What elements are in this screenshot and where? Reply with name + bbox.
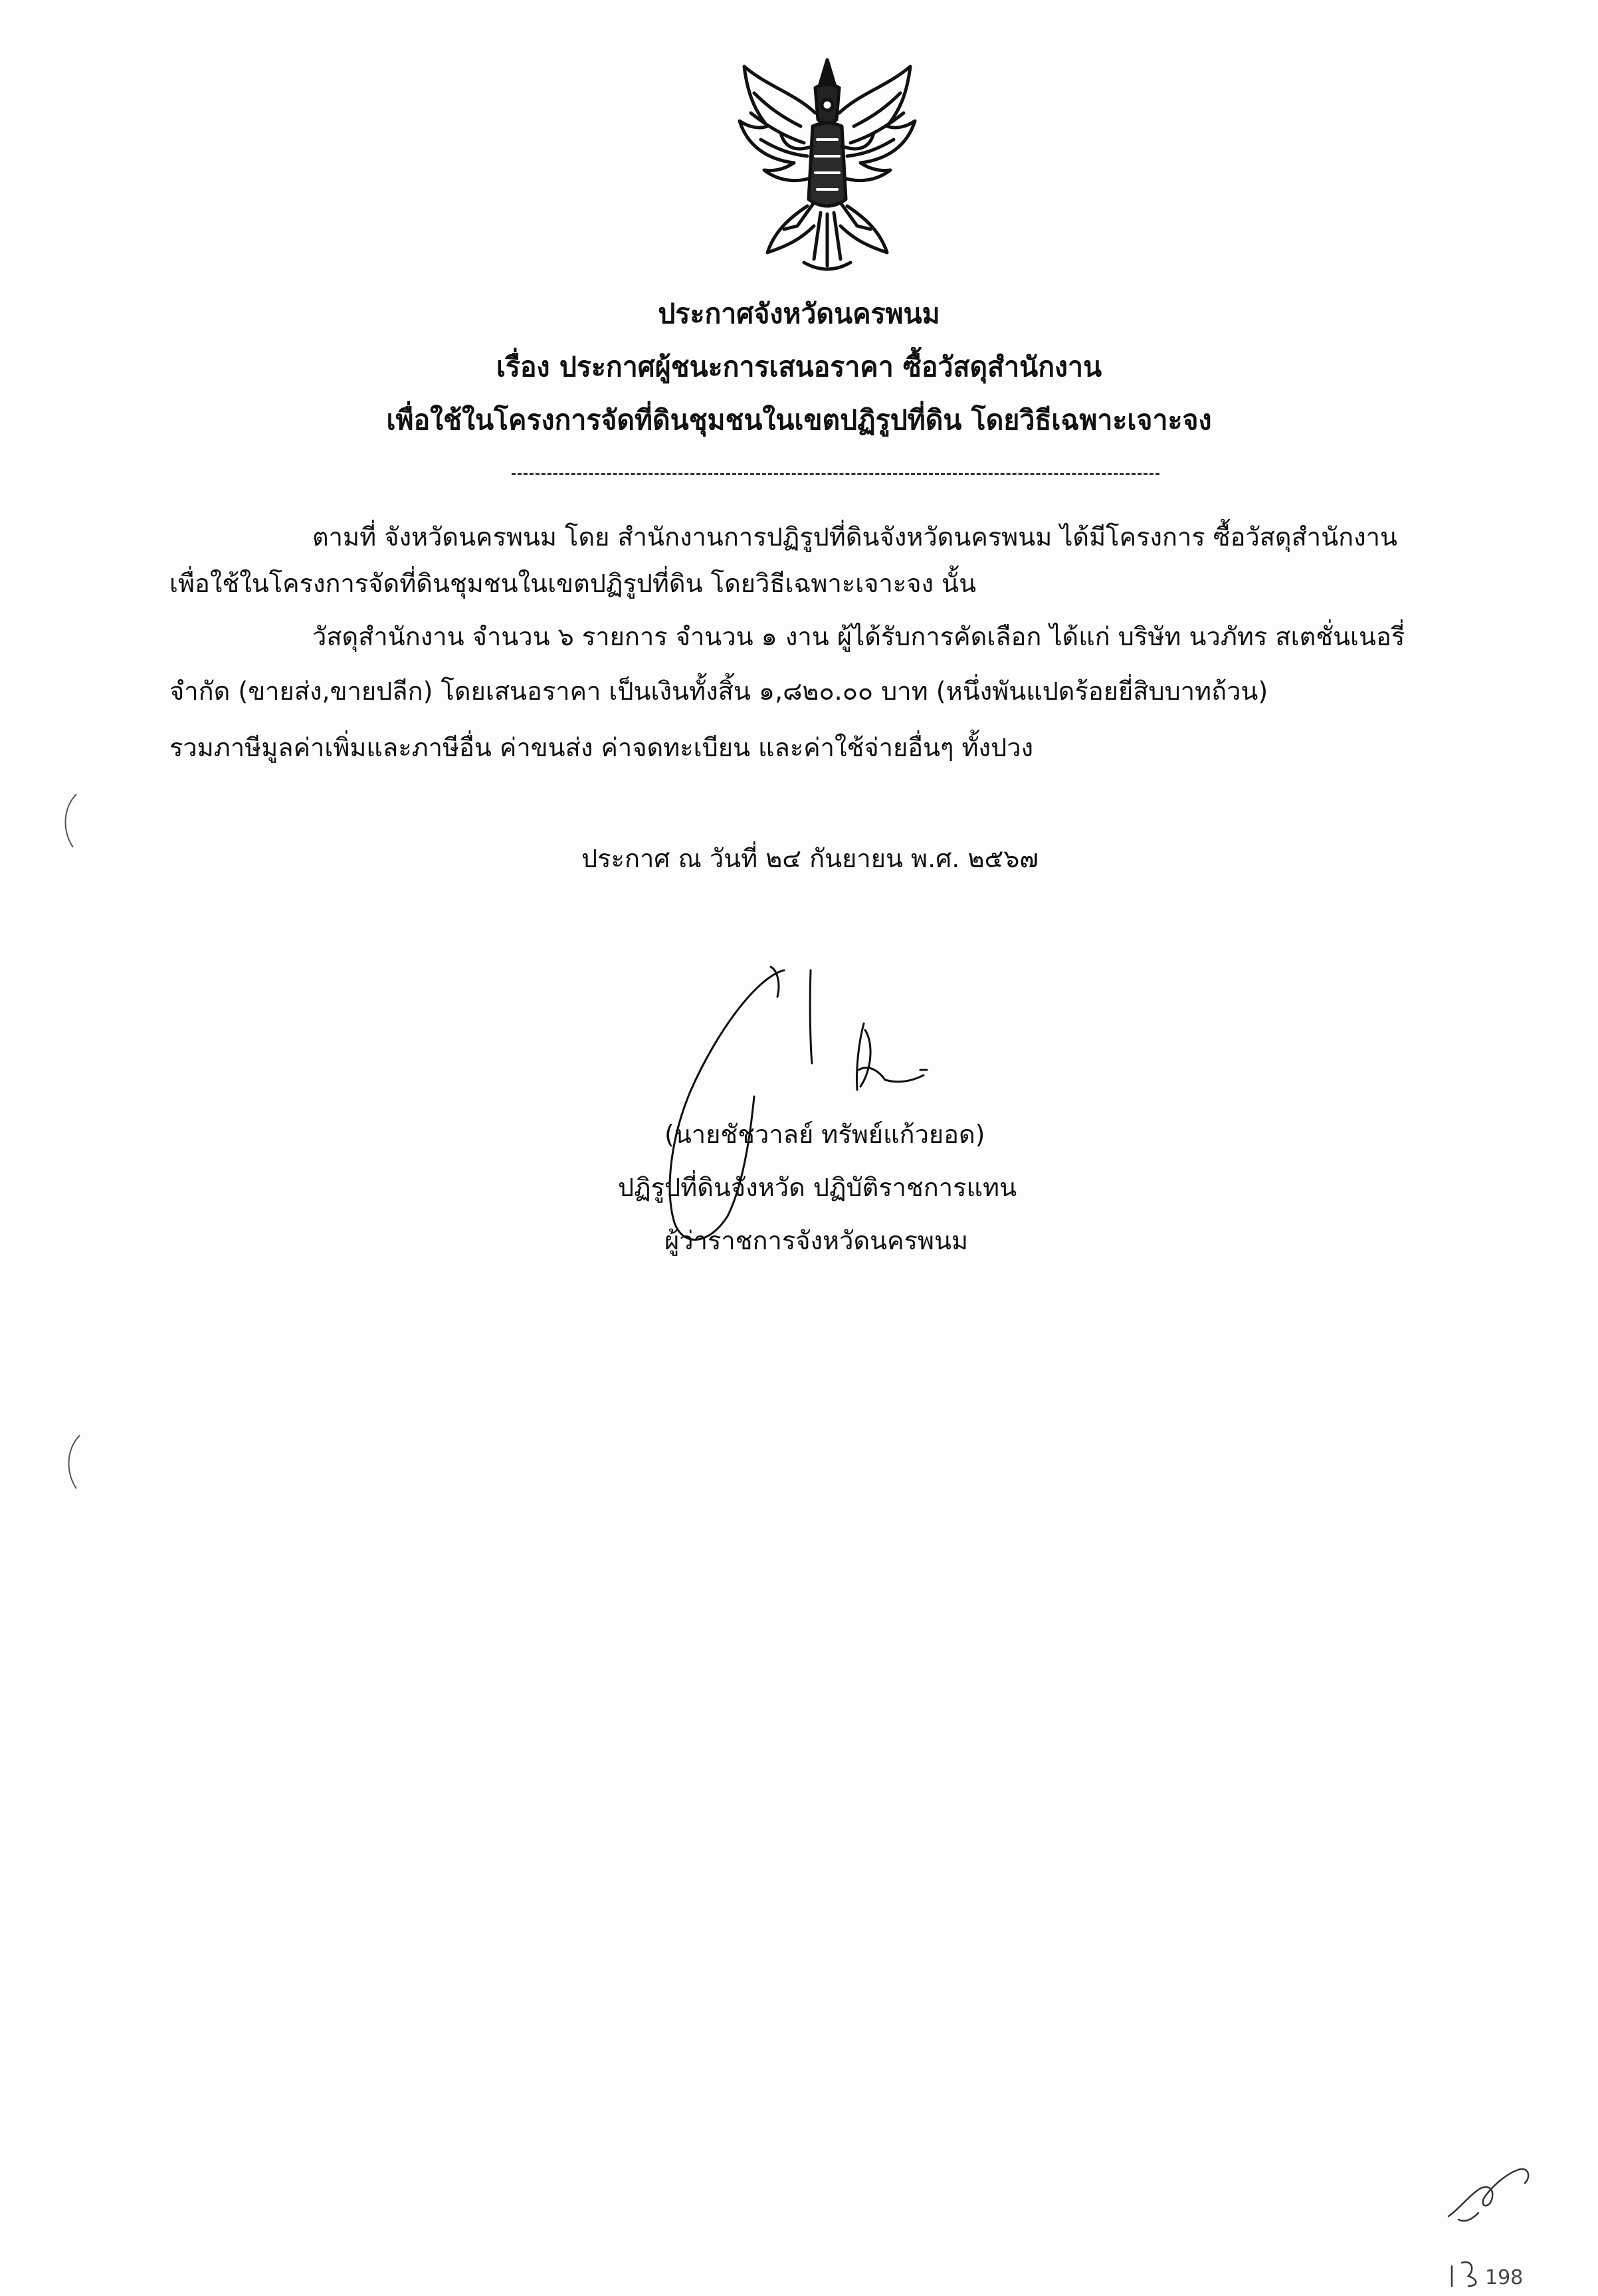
paragraph-2-line-3: รวมภาษีมูลค่าเพิ่มและภาษีอื่น ค่าขนส่ง ค่าจดทะเบียน และค่าใช้จ่ายอื่นๆ ทั้งปวง (169, 733, 1034, 762)
handwritten-note-number: 198 (1485, 2266, 1524, 2289)
garuda-emblem-icon (728, 47, 927, 292)
margin-mark-icon (56, 791, 83, 851)
signatory-position-2: ผู้ว่าราชการจังหวัดนครพนม (664, 1226, 969, 1255)
margin-mark-icon (60, 1432, 86, 1492)
handwritten-note-icon (1432, 2143, 1558, 2289)
signatory-position: ปฏิรูปที่ดินจังหวัด ปฏิบัติราชการแทน (618, 1173, 1017, 1202)
paragraph-2-line-2: จำกัด (ขายส่ง,ขายปลีก) โดยเสนอราคา เป็นเงินทั้งสิ้น ๑,๘๒๐.๐๐ บาท (หนึ่งพันแปดร้อยยี่สิบบาทถ้วน) (169, 677, 1268, 706)
announcement-title: ประกาศจังหวัดนครพนม (658, 298, 940, 330)
announcement-date: ประกาศ ณ วันที่ ๒๔ กันยายน พ.ศ. ๒๕๖๗ (581, 844, 1039, 873)
paragraph-2-line-1: วัสดุสำนักงาน จำนวน ๖ รายการ จำนวน ๑ งาน ผู้ได้รับการคัดเลือก ได้แก่ บริษัท นวภัทร สเตชั่นเนอรี่ (312, 622, 1405, 651)
paragraph-1-line-2: เพื่อใช้ในโครงการจัดที่ดินชุมชนในเขตปฏิรูปที่ดิน โดยวิธีเฉพาะเจาะจง นั้น (169, 569, 977, 598)
paragraph-1-line-1: ตามที่ จังหวัดนครพนม โดย สำนักงานการปฏิรูปที่ดินจังหวัดนครพนม ได้มีโครงการ ซื้อวัสดุสำนักงาน (312, 522, 1397, 552)
announcement-subject: เรื่อง ประกาศผู้ชนะการเสนอราคา ซื้อวัสดุสำนักงาน (496, 351, 1102, 383)
signatory-name: (นายชัชวาลย์ ทรัพย์แก้วยอด) (664, 1120, 985, 1149)
announcement-subject-continued: เพื่อใช้ในโครงการจัดที่ดินชุมชนในเขตปฏิรูปที่ดิน โดยวิธีเฉพาะเจาะจง (386, 404, 1212, 436)
header-divider (512, 473, 1159, 475)
